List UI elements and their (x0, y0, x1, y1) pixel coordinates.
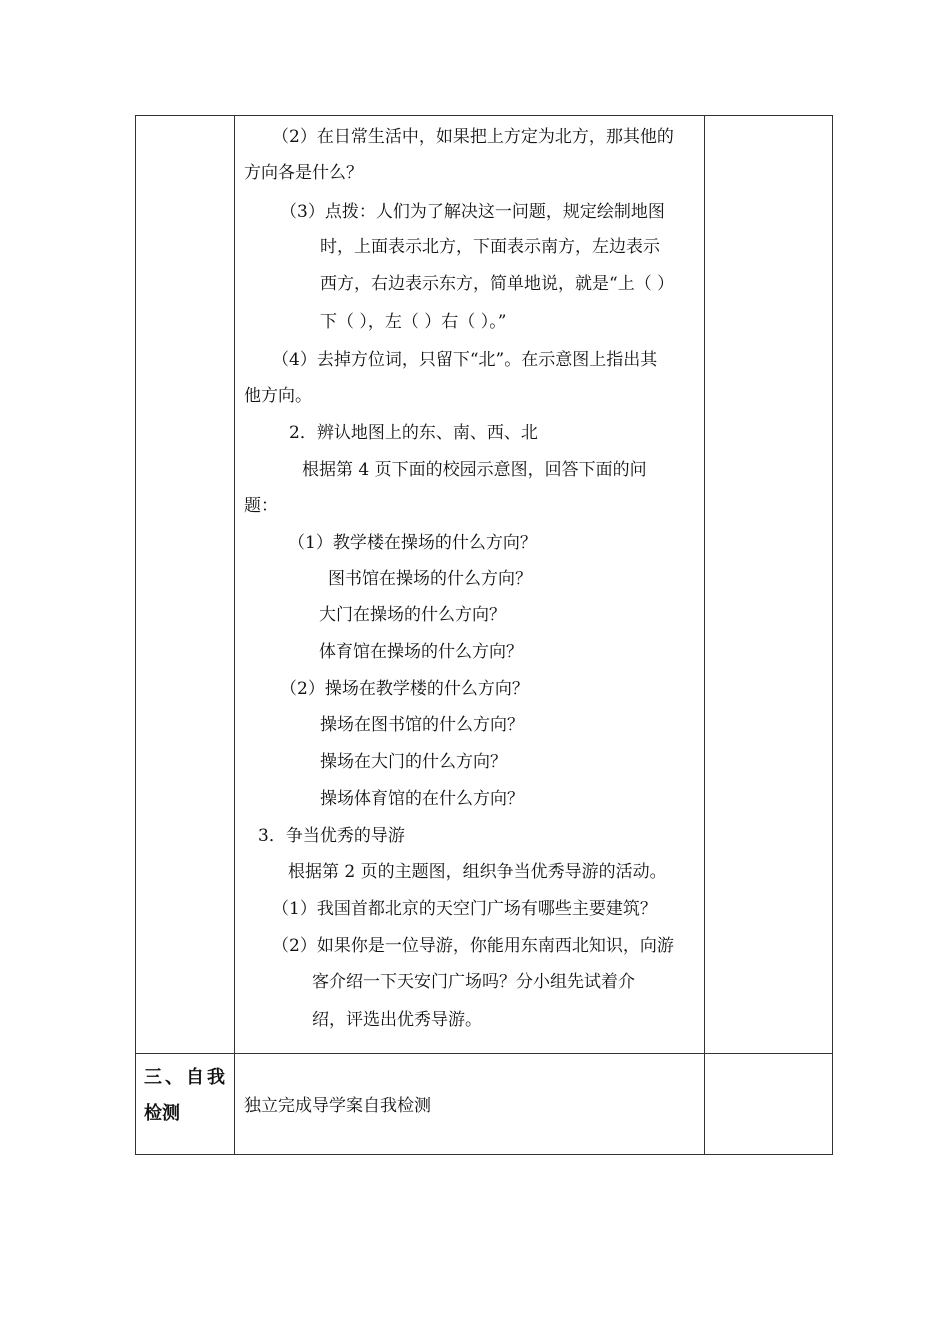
column-divider (234, 116, 235, 1154)
paragraph-line: 根据第 4 页下面的校园示意图，回答下面的问 (302, 460, 647, 480)
question-item: 绍，评选出优秀导游。 (312, 1010, 482, 1030)
question-item: 操场体育馆的在什么方向？ (320, 789, 524, 809)
question-item: （2）如果你是一位导游，你能用东南西北知识，向游 (272, 936, 674, 956)
question-item: 操场在大门的什么方向？ (320, 752, 507, 772)
paragraph-line: 西方，右边表示东方，简单地说，就是“上（ ） (320, 274, 675, 294)
paragraph-line: 他方向。 (244, 386, 312, 406)
paragraph-line: 时，上面表示北方，下面表示南方，左边表示 (320, 237, 660, 257)
paragraph-line: （3）点拨：人们为了解决这一问题，规定绘制地图 (280, 202, 665, 222)
paragraph-line: （2）在日常生活中，如果把上方定为北方，那其他的 (272, 127, 674, 147)
row-divider (136, 1053, 832, 1054)
question-item: 客介绍一下天安门广场吗？分小组先试着介 (312, 972, 635, 992)
paragraph-line: 方向各是什么？ (244, 163, 363, 183)
question-item: 体育馆在操场的什么方向？ (319, 642, 523, 662)
section-label: 检测 (144, 1103, 180, 1124)
paragraph-line: 下（ ），左（ ）右（ ）。” (320, 312, 507, 332)
paragraph-line: （4）去掉方位词，只留下“北”。在示意图上指出其 (272, 350, 658, 370)
section-label: 三、自我 (144, 1067, 228, 1088)
question-item: 大门在操场的什么方向？ (319, 605, 506, 625)
question-item: 图书馆在操场的什么方向？ (328, 569, 532, 589)
section-text: 独立完成导学案自我检测 (244, 1096, 431, 1116)
column-divider (704, 116, 705, 1154)
lesson-table (135, 115, 833, 1155)
section-heading: 2．辨认地图上的东、南、西、北 (289, 423, 538, 443)
question-item: （1）我国首都北京的天空门广场有哪些主要建筑？ (272, 899, 657, 919)
question-item: （1）教学楼在操场的什么方向？ (288, 533, 537, 553)
question-item: （2）操场在教学楼的什么方向？ (280, 679, 529, 699)
question-item: 操场在图书馆的什么方向？ (320, 715, 524, 735)
paragraph-line: 根据第 2 页的主题图，组织争当优秀导游的活动。 (288, 862, 667, 882)
paragraph-line: 题： (244, 496, 278, 516)
section-heading: 3．争当优秀的导游 (258, 826, 405, 846)
